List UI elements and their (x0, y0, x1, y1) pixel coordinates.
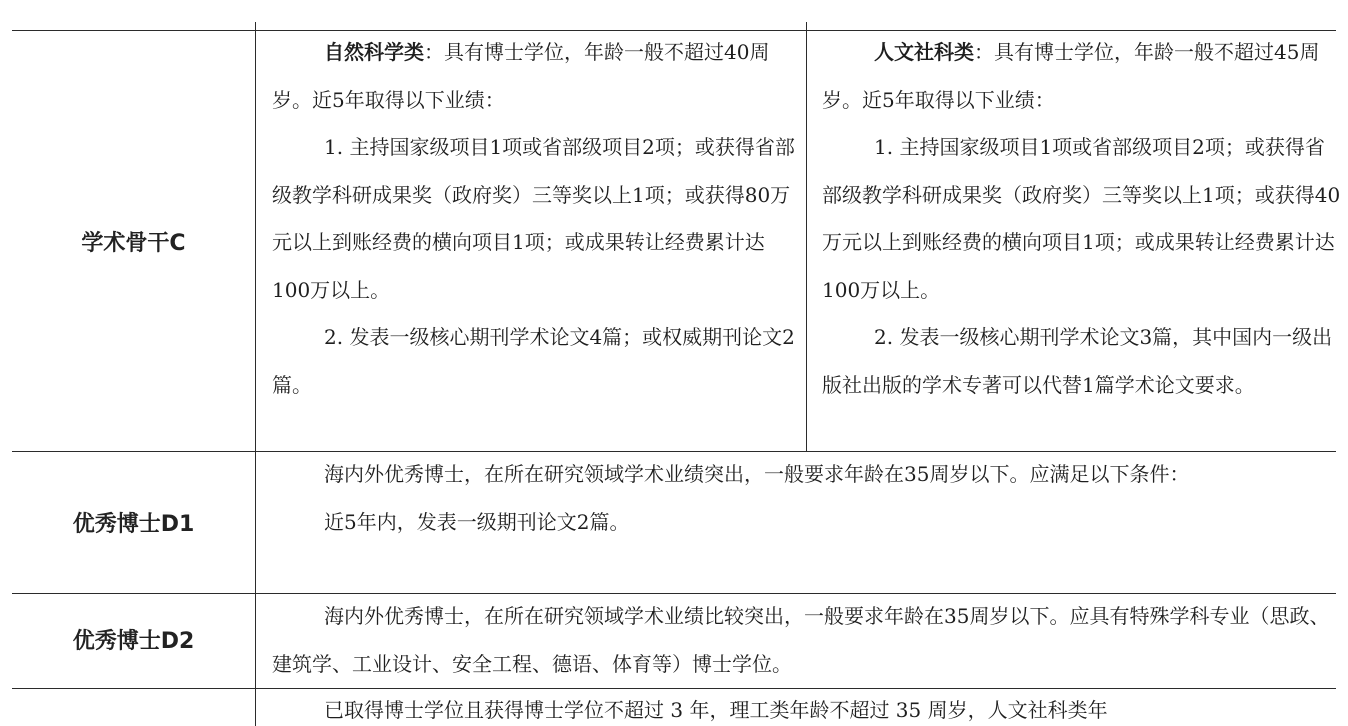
natural-science-category: 自然科学类 (324, 40, 424, 64)
humanities-category: 人文社科类 (874, 40, 974, 64)
natural-science-intro-text: ：具有博士学位，年龄一般不超过40周岁。近5年取得以下业绩： (272, 40, 770, 112)
row-4-cell (272, 688, 1332, 726)
excellent-doctor-d2-cell (272, 593, 1332, 688)
natural-science-item-2: 2. 发表一级核心期刊学术论文4篇；或权威期刊论文2篇。 (272, 325, 795, 397)
excellent-doctor-d1-cell (272, 451, 1332, 546)
natural-science-intro (272, 29, 797, 124)
column-divider-label (255, 22, 256, 726)
natural-science-item-1: 1. 主持国家级项目1项或省部级项目2项；或获得省部级教学科研成果奖（政府奖）三等奖以上1项；或获得80万元以上到账经费的横向项目1项；或成果转让经费累计达100万以上。 (272, 135, 795, 302)
row-label-academic-backbone: 学术骨干C (81, 231, 186, 256)
humanities-cell (822, 29, 1342, 409)
row-4-para-1: 已取得博士学位且获得博士学位不超过 3 年，理工类年龄不超过 35 周岁，人文社科类年 (324, 698, 1108, 722)
watermark: 头条 @搜狐 (1223, 688, 1330, 712)
humanities-intro-text: ：具有博士学位，年龄一般不超过45周岁。近5年取得以下业绩： (822, 40, 1320, 112)
natural-science-cell (272, 29, 797, 409)
excellent-doctor-d2-para-1: 海内外优秀博士，在所在研究领域学术业绩比较突出，一般要求年龄在35周岁以下。应具有特殊学科专业（思政、建筑学、工业设计、安全工程、德语、体育等）博士学位。 (272, 604, 1330, 676)
humanities-intro (822, 29, 1342, 124)
humanities-item-2: 2. 发表一级核心期刊学术论文3篇，其中国内一级出版社出版的学术专著可以代替1篇学术论文要求。 (822, 325, 1333, 397)
row-label-excellent-doctor-d2: 优秀博士D2 (72, 629, 195, 654)
column-divider-categories (806, 22, 807, 451)
row-label-excellent-doctor-d1: 优秀博士D1 (72, 512, 195, 537)
humanities-item-1: 1. 主持国家级项目1项或省部级项目2项；或获得省部级教学科研成果奖（政府奖）三等奖以上1项；或获得40万元以上到账经费的横向项目1项；或成果转让经费累计达100万以上。 (822, 135, 1341, 302)
excellent-doctor-d1-para-1: 海内外优秀博士，在所在研究领域学术业绩突出，一般要求年龄在35周岁以下。应满足以下条件： (324, 462, 1190, 486)
excellent-doctor-d1-para-2: 近5年内，发表一级期刊论文2篇。 (324, 509, 630, 534)
